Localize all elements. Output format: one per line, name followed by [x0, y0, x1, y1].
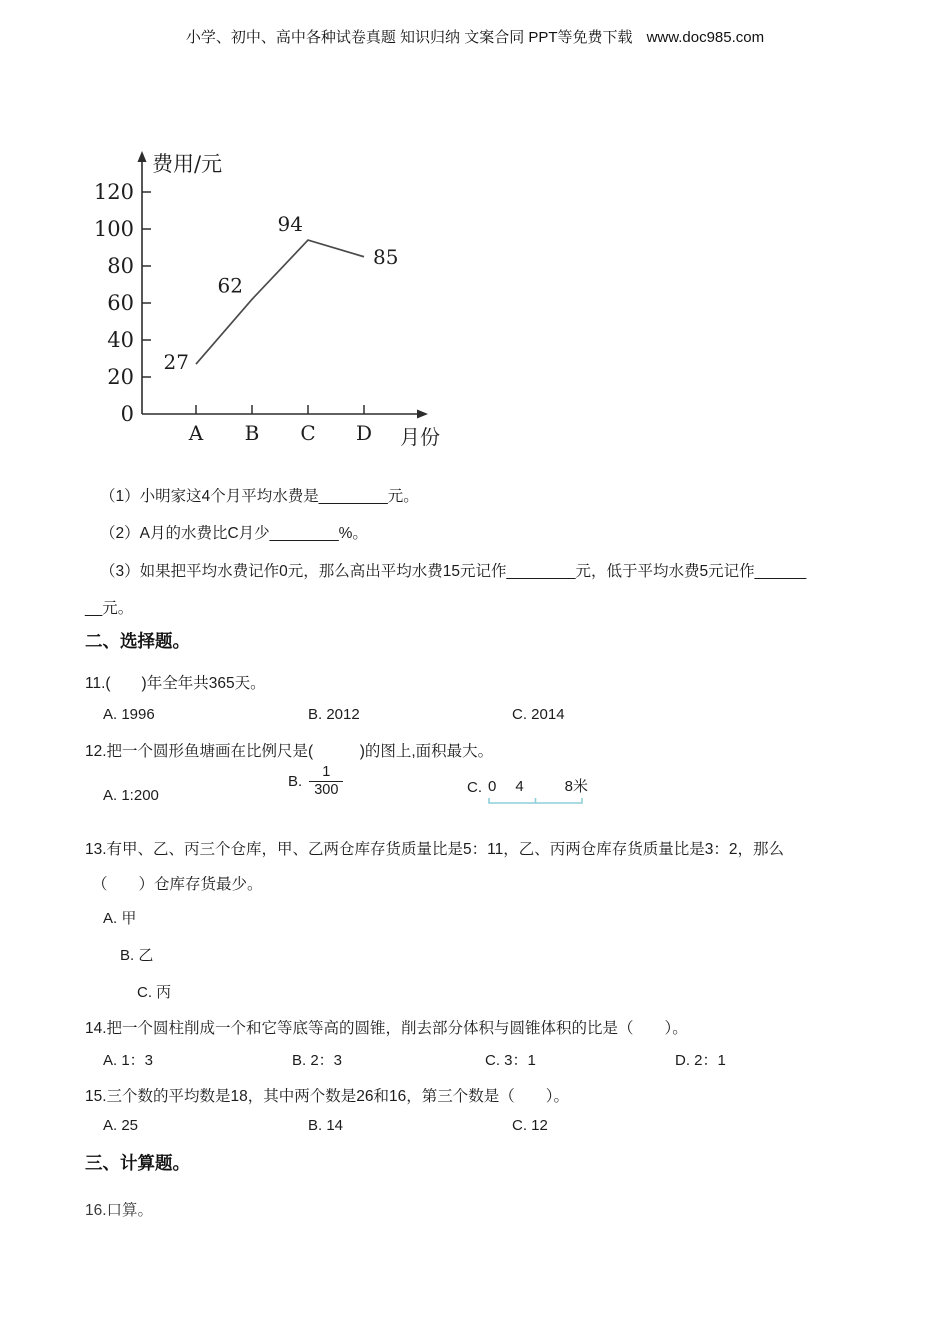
sub-question-3-continuation: __元。: [85, 600, 134, 617]
fraction-1-300: [309, 765, 343, 799]
svg-text:85: 85: [373, 244, 399, 269]
svg-text:C: C: [300, 421, 316, 445]
svg-text:40: 40: [107, 328, 134, 352]
svg-text:94: 94: [277, 212, 303, 237]
svg-text:20: 20: [107, 365, 134, 389]
q14-option-d: D. 2：1: [675, 1052, 726, 1069]
q12-option-b: [288, 765, 343, 799]
q12-option-a: A. 1:200: [103, 787, 159, 804]
q13-option-a: A. 甲: [103, 910, 137, 927]
svg-text:月份: 月份: [400, 425, 440, 449]
section-2-title: 二、选择题。: [85, 631, 190, 651]
q12-option-c-label: C.: [467, 779, 482, 796]
question-16-stem: 16.口算。: [85, 1202, 154, 1219]
svg-text:80: 80: [107, 254, 134, 278]
question-11-stem: 11.( )年全年共365天。: [85, 675, 266, 692]
q14-option-a: A. 1：3: [103, 1052, 154, 1069]
svg-text:120: 120: [93, 180, 134, 204]
q14-option-c: C. 3：1: [485, 1052, 536, 1069]
svg-text:D: D: [355, 421, 373, 445]
svg-text:B: B: [244, 421, 260, 445]
question-12-stem: 12.把一个圆形鱼塘画在比例尺是( )的图上,面积最大。: [85, 743, 494, 760]
question-14-stem: 14.把一个圆柱削成一个和它等底等高的圆锥，削去部分体积与圆锥体积的比是（ ）。: [85, 1020, 688, 1037]
svg-text:费用/元: 费用/元: [152, 152, 223, 176]
q12-option-c: [467, 779, 588, 805]
q11-option-b: B. 2012: [308, 706, 360, 723]
q12-option-b-label: B.: [288, 773, 303, 791]
scale-label-4: 4: [515, 778, 524, 795]
svg-text:62: 62: [217, 273, 243, 298]
question-13-stem-line2: （ ）仓库存货最少。: [92, 876, 263, 893]
scale-bar-labels: [488, 779, 588, 797]
fraction-numerator: 1: [322, 764, 331, 780]
q15-option-a: A. 25: [103, 1117, 139, 1134]
sub-question-2: （2）A月的水费比C月少________%。: [100, 525, 368, 542]
q15-option-b: B. 14: [308, 1117, 344, 1134]
svg-text:A: A: [188, 421, 204, 445]
fraction-denominator: 300: [309, 781, 343, 799]
svg-text:0: 0: [120, 402, 134, 426]
page-header: [0, 26, 950, 47]
q11-option-c: C. 2014: [512, 706, 565, 723]
scale-bar-line: [488, 797, 588, 805]
scale-label-8m: 8米: [564, 778, 588, 795]
q11-option-a: A. 1996: [103, 706, 155, 723]
question-15-stem: 15.三个数的平均数是18，其中两个数是26和16，第三个数是（ ）。: [85, 1088, 570, 1105]
scale-label-0: 0: [488, 778, 497, 795]
svg-text:60: 60: [107, 291, 134, 315]
svg-text:100: 100: [93, 217, 134, 241]
q14-option-b: B. 2：3: [292, 1052, 343, 1069]
q13-option-c: C. 丙: [137, 984, 172, 1001]
q13-option-b: B. 乙: [120, 947, 154, 964]
section-3-title: 三、计算题。: [85, 1153, 190, 1173]
water-fee-line-chart: [90, 145, 485, 467]
svg-text:27: 27: [163, 350, 189, 375]
question-13-stem-line1: 13.有甲、乙、丙三个仓库，甲、乙两仓库存货质量比是5：11，乙、丙两仓库存货质量比是3：2，那么: [85, 841, 785, 858]
sub-question-3: （3）如果把平均水费记作0元，那么高出平均水费15元记作________元，低于平均水费5元记作______: [100, 563, 807, 580]
q15-option-c: C. 12: [512, 1117, 548, 1134]
header-site-link: www.doc985.com: [646, 29, 765, 46]
sub-question-1: （1）小明家这4个月平均水费是________元。: [100, 488, 419, 505]
header-text: 小学、初中、高中各种试卷真题 知识归纳 文案合同 PPT等免费下载: [185, 29, 633, 46]
map-scale-bar: [488, 779, 588, 805]
